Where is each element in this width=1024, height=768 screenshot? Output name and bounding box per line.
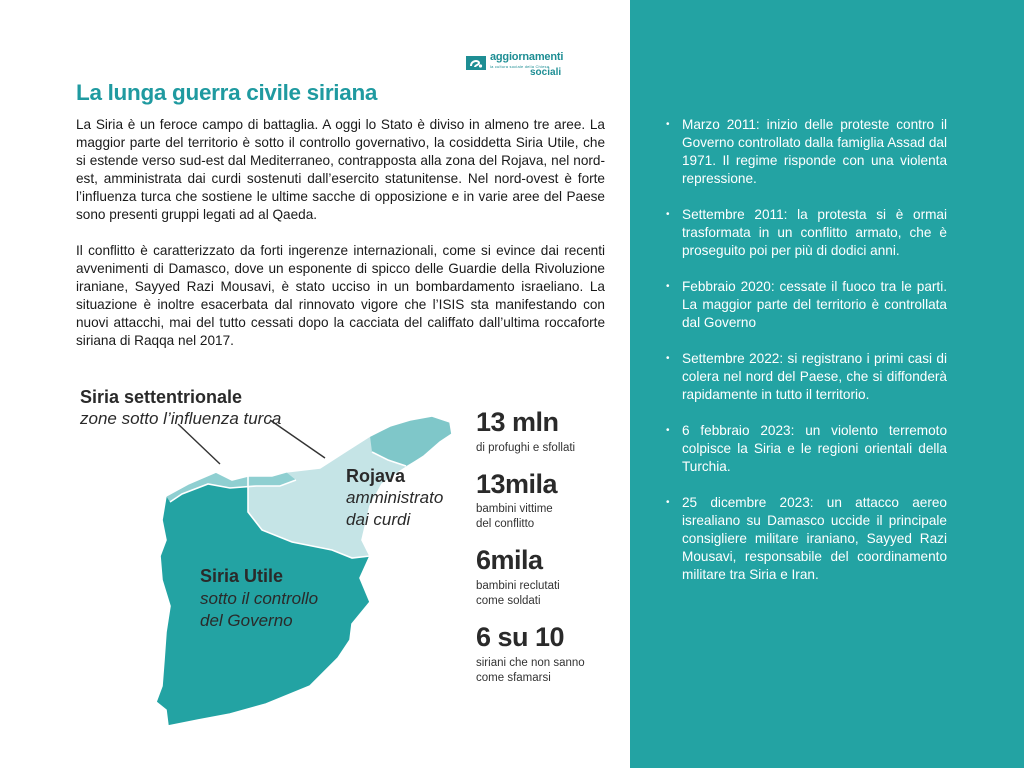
stat-label xyxy=(476,579,585,609)
intro-text xyxy=(76,116,605,368)
timeline-text: Marzo 2011: inizio delle proteste contro il Governo controllato dalla famiglia Assad dal 1971. Il regime risponde con una violenta repressione. xyxy=(682,117,947,186)
logo-tagline: la cultura sociale della Chiesa xyxy=(490,64,550,69)
stat-item xyxy=(476,408,585,456)
stat-value: 6 su 10 xyxy=(476,622,565,653)
map-label-rojava-sub: dai curdi xyxy=(346,510,411,529)
timeline-item xyxy=(666,278,947,332)
stat-label xyxy=(476,656,585,686)
bullet-icon: • xyxy=(666,353,670,364)
bullet-icon: • xyxy=(666,425,670,436)
bullet-icon: • xyxy=(666,497,670,508)
stat-label-line: del conflitto xyxy=(476,518,535,531)
map-label-rojava-sub: amministrato xyxy=(346,488,444,507)
stat-label: di profughi e sfollati xyxy=(476,441,576,454)
stat-label-line: come sfamarsi xyxy=(476,671,551,684)
stat-item xyxy=(476,623,585,686)
logo-icon xyxy=(466,54,486,72)
stat-label-line: bambini vittime xyxy=(476,503,553,516)
logo-name: aggiornamenti xyxy=(490,51,564,63)
map-label-utile-sub: del Governo xyxy=(200,611,293,630)
page-title: La lunga guerra civile siriana xyxy=(76,80,378,105)
paragraph: La Siria è un feroce campo di battaglia. A oggi lo Stato è diviso in almeno tre aree. La maggior parte del territorio è sotto il controllo governativo, la cosiddetta Siria Utile, che si estende verso sud-est dal Mediterraneo, contrapposta alla zona del Rojava, nel nord-est, amministrata dai curdi sostenuti dall’esercito statunitense. Nel nord-ovest è forte l’influenza turca che sostiene le ultime sacche di opposizione e in varie aree del Paese sono presenti gruppi legati ad al Qaeda. xyxy=(76,117,605,222)
map-label-utile-sub: sotto il controllo xyxy=(200,589,319,608)
stat-value: 13mila xyxy=(476,468,558,499)
timeline-item xyxy=(666,116,947,188)
stats-column xyxy=(476,408,585,700)
timeline-item xyxy=(666,494,947,584)
timeline-text: 25 dicembre 2023: un attacco aereo isrealiano su Damasco uccide il principale consigliere militare iraniano, Sayyed Razi Mousavi, responsabile del coordinamento militare tra Siria e Iran. xyxy=(682,495,947,582)
bullet-icon: • xyxy=(666,119,670,130)
bullet-icon: • xyxy=(666,281,670,292)
stat-item xyxy=(476,546,585,609)
timeline-list xyxy=(666,116,947,602)
timeline-text: Febbraio 2020: cessate il fuoco tra le parti. La maggior parte del territorio è controllata dal Governo xyxy=(682,279,947,330)
stat-label-line: bambini reclutati xyxy=(476,580,560,593)
map-label-utile-title: Siria Utile xyxy=(200,566,284,586)
stat-item xyxy=(476,470,585,533)
map-label-north-title: Siria settentrionale xyxy=(80,387,243,407)
map-label-north-sub: zone sotto l’influenza turca xyxy=(80,409,282,428)
timeline-item xyxy=(666,350,947,404)
timeline-text: Settembre 2011: la protesta si è ormai trasformata in un conflitto armato, che è proseguito poi per più di dodici anni. xyxy=(682,207,947,258)
logo-name-second: sociali xyxy=(530,67,562,78)
stat-value: 13 mln xyxy=(476,407,559,437)
timeline-text: 6 febbraio 2023: un violento terremoto colpisce la Siria e le regioni orientali della Turchia. xyxy=(682,423,947,474)
stat-label-line: siriani che non sanno xyxy=(476,656,585,669)
stat-label xyxy=(476,502,585,532)
stat-label-line: come soldati xyxy=(476,595,541,608)
publisher-logo xyxy=(466,52,563,78)
paragraph: Il conflitto è caratterizzato da forti ingerenze internazionali, come si evince dai recenti avvenimenti di Damasco, dove un esponente di spicco delle Guardie della Rivoluzione iraniane, Sayyed Razi Mousavi, è stato ucciso in un bombardamento israeliano. La situazione è inoltre esacerbata dal rinnovato vigore che l’ISIS sta manifestando con nuovi attacchi, mai del tutto cessati dopo la cacciata del califfato dall’ultima roccaforte siriana di Raqqa nel 2017. xyxy=(76,243,605,348)
north-pointer-line xyxy=(178,424,220,464)
timeline-text: Settembre 2022: si registrano i primi casi di colera nel nord del Paese, che si diffonderà rapidamente in tutto il territorio. xyxy=(682,351,947,402)
timeline-item xyxy=(666,422,947,476)
stat-value: 6mila xyxy=(476,545,543,576)
bullet-icon: • xyxy=(666,209,670,220)
timeline-item xyxy=(666,206,947,260)
map-label-rojava-title: Rojava xyxy=(346,466,406,486)
